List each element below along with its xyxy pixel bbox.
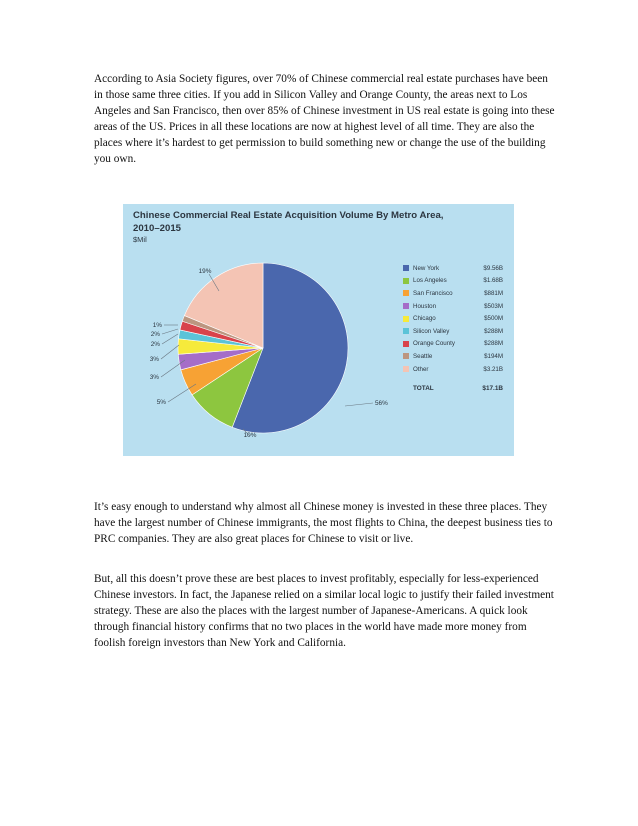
slice-pct-label: 3% [149,374,159,381]
legend-item [403,300,503,313]
legend-swatch [403,265,409,271]
paragraph-3: But, all this doesn’t prove these are best places to invest profitably, especially for less-experienced Chinese investors. In fact, the Japanese relied on a similar local logic to justify their failed investment strategy. These are also the places with the largest number of Japanese-Americans. A quick look through financial history confirms that no two places in the world have made more money from foolish foreign investors than New York and California. [94,573,554,650]
legend-value: $503M [484,302,503,310]
legend-name: Other [413,365,429,373]
chart-legend [403,262,503,395]
legend-name: Orange County [413,340,455,348]
legend-item [403,275,503,288]
legend-name: Silicon Valley [413,327,450,335]
legend-swatch [403,278,409,284]
legend-total-value: $17.1B [482,384,503,392]
legend-name: New York [413,264,440,272]
legend-name: San Francisco [413,289,453,297]
legend-value: $288M [484,327,503,335]
legend-swatch [403,328,409,334]
legend-item [403,338,503,351]
leader-line [345,403,373,406]
leader-line [161,345,179,359]
legend-value: $1.68B [483,277,503,285]
leader-line [162,329,178,334]
paragraph-2: It’s easy enough to understand why almost all Chinese money is invested in these three places. They have the largest number of Chinese immigrants, the most flights to China, the deepest business ties to PRC companies. They are also great places for Chinese to visit or live. [94,501,553,546]
legend-name: Los Angeles [413,277,447,285]
legend-value: $194M [484,352,503,360]
legend-item [403,287,503,300]
legend-item [403,312,503,325]
paragraph-1: According to Asia Society figures, over 70% of Chinese commercial real estate purchases have been in those same three cities. If you add in Silicon Valley and Orange County, the areas next to Los Angeles and San Francisco, then over 85% of Chinese investment in US real estate is going into these areas of the US. Prices in all these locations are now at highest level of all time. They are also the places where it’s hardest to get permission to build something new or change the use of the building you own. [94,73,555,166]
legend-name: Chicago [413,315,436,323]
slice-pct-label: 19% [198,268,212,275]
chart-title-years: 2010–2015 [133,223,182,234]
chart-title: Chinese Commercial Real Estate Acquisition Volume By Metro Area, [133,210,444,221]
legend-item [403,262,503,275]
legend-item [403,350,503,363]
legend-swatch [403,341,409,347]
legend-value: $881M [484,289,503,297]
leader-line [162,334,178,344]
legend-item [403,325,503,338]
legend-swatch [403,303,409,309]
legend-total-label: TOTAL [413,384,434,392]
slice-pct-label: 1% [152,322,162,329]
slice-pct-label: 2% [150,331,160,338]
legend-swatch [403,353,409,359]
legend-swatch [403,290,409,296]
slice-pct-label: 5% [156,399,166,406]
legend-value: $3.21B [483,365,503,373]
pie-chart-figure [123,204,514,456]
slice-pct-label: 56% [375,400,388,407]
legend-swatch [403,366,409,372]
slice-pct-label: 10% [243,432,257,439]
legend-name: Houston [413,302,437,310]
chart-units: $Mil [133,235,147,244]
legend-item [403,363,503,376]
legend-total [403,381,503,395]
legend-value: $288M [484,340,503,348]
legend-value: $500M [484,315,503,323]
legend-name: Seattle [413,352,433,360]
slice-pct-label: 3% [149,356,159,363]
legend-value: $9.56B [483,264,503,272]
legend-swatch [403,316,409,322]
slice-pct-label: 2% [150,341,160,348]
